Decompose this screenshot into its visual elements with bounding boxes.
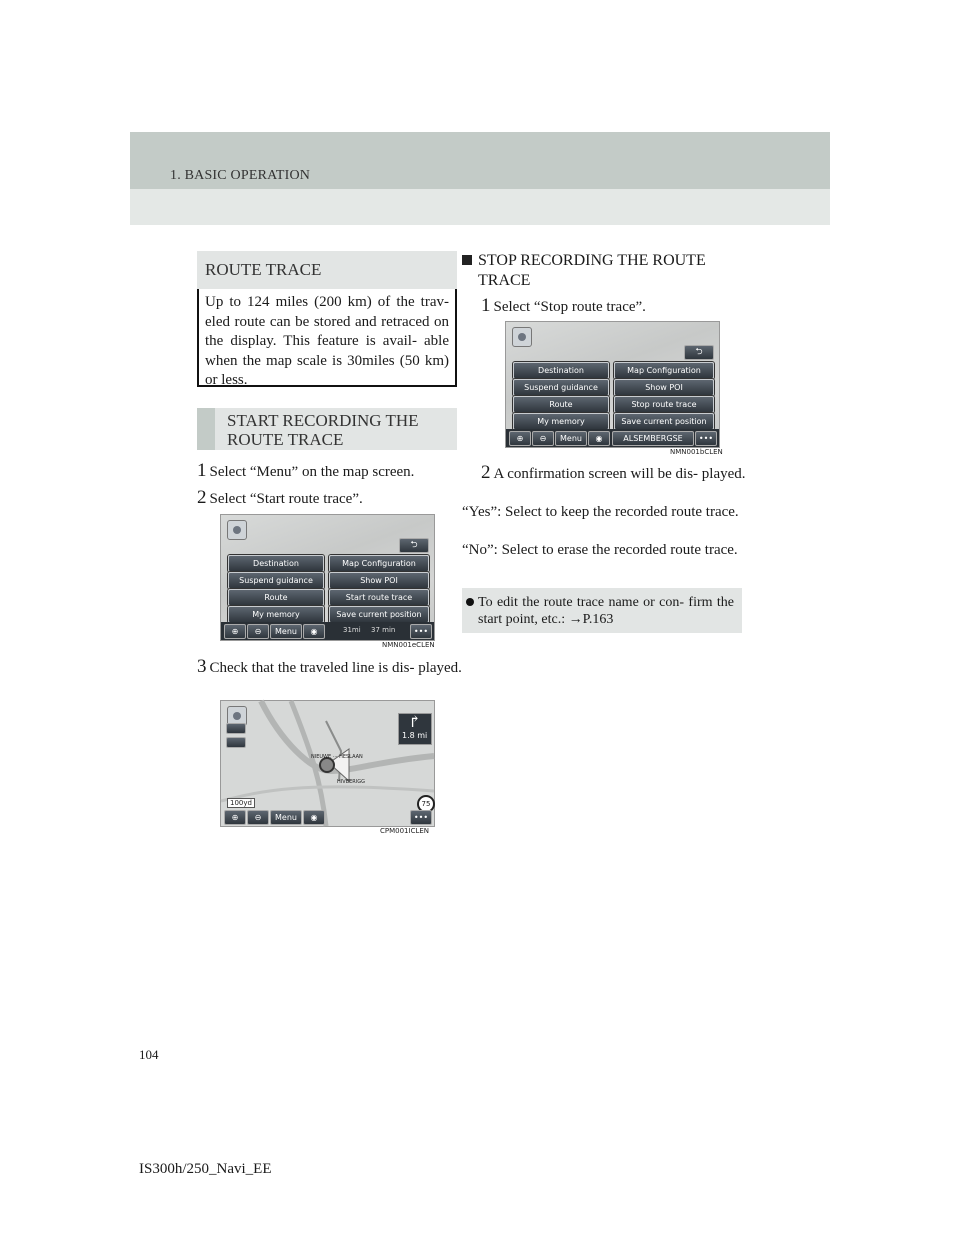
menu-stop-route-trace: Stop route trace (614, 396, 714, 413)
menu-destination: Destination (228, 555, 324, 572)
heading-bar (197, 408, 215, 450)
scale-indicator: 100yd (227, 798, 255, 808)
yes-description: “Yes”: Select to keep the recorded route trace. (462, 504, 739, 520)
back-icon: ⮌ (399, 538, 429, 553)
menu-start-route-trace: Start route trace (329, 589, 429, 606)
menu-suspend-guidance: Suspend guidance (228, 572, 324, 589)
route-trace-intro-box (197, 289, 457, 387)
zoom-in-icon: ⊕ (224, 810, 246, 825)
no-description: “No”: Select to erase the recorded route trace. (462, 542, 738, 558)
start-step-3: 3 Check that the traveled line is dis- played. (197, 656, 462, 677)
turn-arrow-icon: ↱ (408, 714, 422, 731)
screenshot-traveled-line (220, 700, 435, 827)
reference-note-text: To edit the route trace name or con- firm the start point, etc.: →P.163 (478, 595, 734, 627)
street-label-2: HIVBERIGG (337, 779, 365, 785)
menu-map-configuration: Map Configuration (614, 362, 714, 379)
compass-icon (227, 520, 247, 540)
menu-save-current-position: Save current position (614, 413, 714, 430)
voice-icon: ◉ (303, 810, 325, 825)
voice-icon: ◉ (303, 624, 325, 639)
zoom-out-icon: ⊖ (247, 810, 269, 825)
zoom-in-icon: ⊕ (224, 624, 246, 639)
route-trace-heading (197, 251, 457, 289)
menu-destination: Destination (513, 362, 609, 379)
traffic-icon (226, 723, 246, 734)
menu-show-poi: Show POI (614, 379, 714, 396)
route-distance: 31mi (343, 626, 361, 634)
menu-button-label: Menu (555, 431, 587, 446)
menu-route: Route (228, 589, 324, 606)
more-icon: ••• (695, 431, 717, 446)
reference-note (462, 588, 742, 633)
image-code-1: NMN001eCLEN (382, 641, 435, 649)
poi-icon (226, 737, 246, 748)
zoom-out-icon: ⊖ (532, 431, 554, 446)
bottom-bar (221, 808, 434, 826)
menu-show-poi: Show POI (329, 572, 429, 589)
more-icon: ••• (410, 624, 432, 639)
zoom-in-icon: ⊕ (509, 431, 531, 446)
speed-limit-sign: 75 (417, 795, 435, 813)
menu-my-memory: My memory (228, 606, 324, 623)
start-heading-line2: ROUTE TRACE (227, 430, 344, 449)
header-band-lower (130, 189, 830, 225)
compass-icon (512, 327, 532, 347)
start-heading-line1: START RECORDING THE (227, 411, 419, 430)
turn-arrow-panel (398, 713, 432, 745)
route-time: 37 min (371, 626, 396, 634)
street-label-1: NIEUWE ··· HESLAAN (311, 754, 363, 760)
stop-step-2: 2 A confirmation screen will be dis- played. (481, 462, 746, 483)
menu-button-label: Menu (270, 810, 302, 825)
menu-map-configuration: Map Configuration (329, 555, 429, 572)
start-recording-heading (197, 408, 457, 450)
back-icon: ⮌ (684, 345, 714, 360)
menu-my-memory: My memory (513, 413, 609, 430)
zoom-out-icon: ⊖ (247, 624, 269, 639)
current-street: ALSEMBERGSE STEEN (612, 431, 694, 446)
route-trace-heading-text: ROUTE TRACE (205, 260, 322, 279)
route-trace-intro: Up to 124 miles (200 km) of the trav- eled route can be stored and retraced on the display. This feature is avail- able when the map scale is 30miles (50 km) or less. (205, 294, 449, 388)
turn-distance: 1.8 mi (402, 731, 428, 740)
start-step-2: 2 Select “Start route trace”. (197, 487, 363, 508)
stop-recording-heading: STOP RECORDING THE ROUTE TRACE (462, 251, 746, 291)
menu-route: Route (513, 396, 609, 413)
bottom-bar (221, 622, 434, 640)
more-icon: ••• (410, 810, 432, 825)
stop-step-1: 1 Select “Stop route trace”. (481, 295, 646, 316)
screenshot-start-route-trace (220, 514, 435, 641)
image-code-3: NMN001bCLEN (670, 448, 723, 456)
model-code: IS300h/250_Navi_EE (139, 1161, 272, 1177)
menu-suspend-guidance: Suspend guidance (513, 379, 609, 396)
section-title: 1. BASIC OPERATION (170, 168, 311, 183)
voice-icon: ◉ (588, 431, 610, 446)
image-code-2: CPM001ICLEN (380, 827, 430, 835)
menu-save-current-position: Save current position (329, 606, 429, 623)
bullet-icon (466, 598, 474, 606)
page-number: 104 (139, 1047, 159, 1062)
square-bullet-icon (462, 255, 472, 265)
start-step-1: 1 Select “Menu” on the map screen. (197, 460, 415, 481)
menu-button-label: Menu (270, 624, 302, 639)
